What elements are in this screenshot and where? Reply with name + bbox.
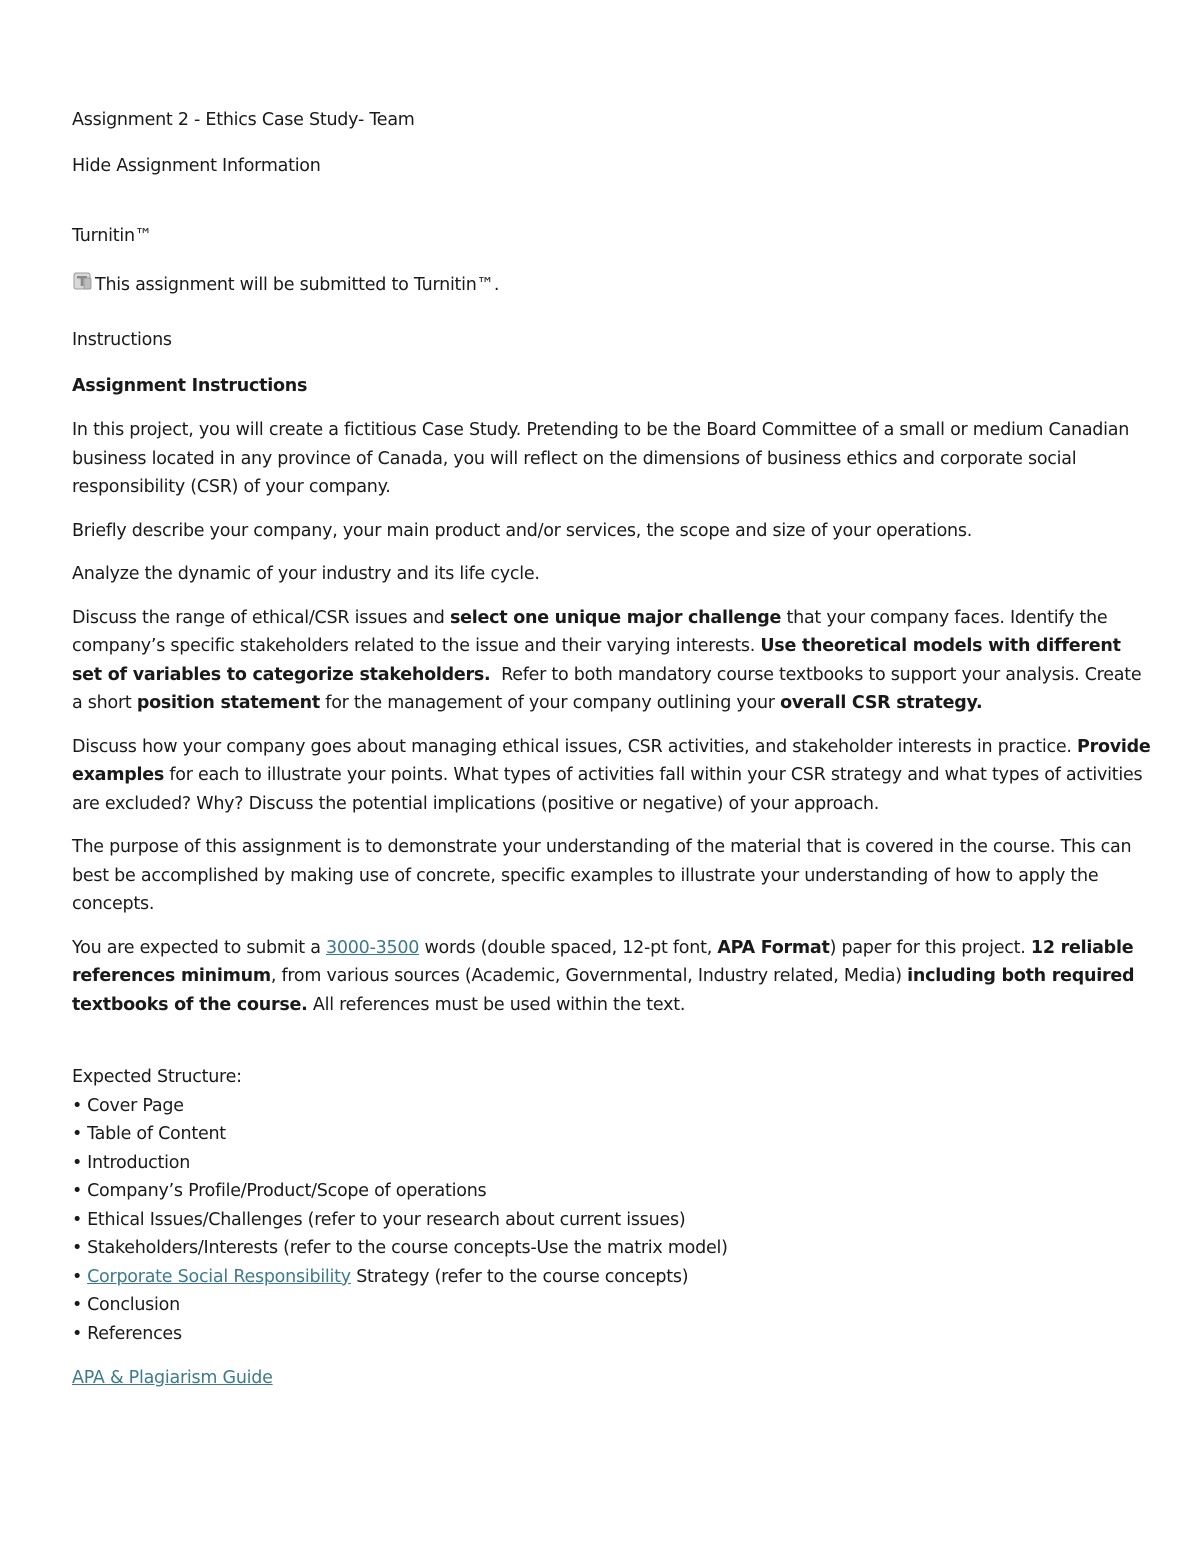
instructions-heading: Instructions — [72, 330, 172, 350]
list-item — [72, 1092, 1152, 1121]
turnitin-notice-text: This assignment will be submitted to Turnitin™. — [95, 274, 500, 295]
list-item-label: Cover Page — [87, 1095, 184, 1116]
list-item-label: Introduction — [87, 1152, 191, 1173]
list-item — [72, 1177, 1152, 1206]
apa-plagiarism-guide-link[interactable]: APA & Plagiarism Guide — [72, 1368, 273, 1388]
instructions-paragraph-1: In this project, you will create a fictitious Case Study. Pretending to be the Board Committee of a small or medium Canadian business located in any province of Canada, you will reflect on the dimensions of business ethics and corporate social responsibility (CSR) of your company. — [72, 420, 1130, 497]
bullet-icon: • — [72, 1124, 83, 1144]
p4-text-2: that your company faces. Identify the company’s specific stakeholders related to the issue and their varying interests. — [72, 607, 1108, 656]
p4-bold-4: overall CSR strategy. — [780, 693, 983, 713]
bullet-icon: • — [72, 1095, 83, 1116]
list-item — [72, 1149, 1152, 1178]
list-item — [72, 1120, 1152, 1149]
p4-bold-1: select one unique major challenge — [449, 607, 782, 628]
bullet-icon: • — [72, 1152, 83, 1173]
bullet-icon: • — [72, 1181, 83, 1201]
turnitin-heading: Turnitin™ — [72, 226, 153, 246]
list-item-label: Strategy (refer to the course concepts) — [350, 1266, 689, 1287]
p4-bold-2: Use theoretical models with different set of variables to categorize stakeholders. — [72, 636, 1121, 685]
p7-text-2: words (double spaced, 12-pt font, — [419, 937, 718, 958]
expected-structure-list — [72, 1092, 1152, 1349]
list-item-label: Conclusion — [87, 1295, 180, 1315]
bullet-icon: • — [72, 1238, 83, 1258]
assignment-title: Assignment 2 - Ethics Case Study- Team — [72, 110, 415, 130]
p4-text-3: Refer to both mandatory course textbooks to support your analysis. Create a short — [72, 664, 1147, 713]
list-item — [72, 1234, 1152, 1263]
apa-guide-paragraph — [72, 1364, 1152, 1393]
p4-text-1: Discuss the range of ethical/CSR issues and — [72, 607, 450, 628]
expected-structure-heading: Expected Structure: — [72, 1067, 242, 1087]
p5-bold-1: Provide examples — [72, 736, 1151, 785]
p5-text-2: for each to illustrate your points. What types of activities fall within your CSR strategy and what types of activities are excluded? Why? Discuss the potential implications (positive or negative) of your approach. — [72, 765, 1143, 814]
instructions-paragraph-6: The purpose of this assignment is to demonstrate your understanding of the material that is covered in the course. This can best be accomplished by making use of concrete, specific examples to illustrate your understanding of how to apply the concepts. — [72, 837, 1132, 914]
p7-text-4: , from various sources (Academic, Governmental, Industry related, Media) — [270, 966, 908, 986]
instructions-paragraph-4 — [72, 604, 1152, 718]
list-item — [72, 1206, 1152, 1235]
p5-text-1: Discuss how your company goes about managing ethical issues, CSR activities, and stakeholder interests in practice. — [72, 736, 1078, 757]
assignment-page — [72, 106, 1152, 1393]
list-item — [72, 1291, 1152, 1320]
csr-link[interactable]: Corporate Social Responsibility — [87, 1266, 351, 1287]
p7-text-1: You are expected to submit a — [72, 937, 327, 958]
list-item — [72, 1320, 1152, 1349]
list-item-label: Stakeholders/Interests (refer to the course concepts-Use the matrix model) — [87, 1238, 728, 1258]
p7-bold-2: 12 reliable references minimum — [72, 937, 1134, 986]
turnitin-notice — [72, 271, 1152, 300]
list-item-label: References — [87, 1323, 182, 1344]
instructions-paragraph-5 — [72, 733, 1152, 819]
p7-bold-3: including both required textbooks of the course. — [72, 966, 1135, 1015]
p7-bold-1: APA Format — [717, 937, 830, 958]
p7-text-3: ) paper for this project. — [829, 937, 1031, 958]
bullet-icon: • — [72, 1209, 83, 1230]
assignment-instructions-heading: Assignment Instructions — [72, 375, 308, 396]
list-item — [72, 1263, 1152, 1292]
p4-text-4: for the management of your company outlining your — [319, 693, 781, 713]
p4-bold-3: position statement — [136, 693, 320, 713]
bullet-icon: • — [72, 1266, 83, 1287]
instructions-paragraph-3: Analyze the dynamic of your industry and its life cycle. — [72, 564, 540, 584]
turnitin-icon — [72, 270, 94, 292]
bullet-icon: • — [72, 1295, 83, 1315]
instructions-paragraph-2: Briefly describe your company, your main product and/or services, the scope and size of your operations. — [72, 520, 973, 541]
hide-assignment-info[interactable]: Hide Assignment Information — [72, 155, 321, 176]
list-item-label: Ethical Issues/Challenges (refer to your research about current issues) — [87, 1209, 686, 1230]
word-count-link[interactable]: 3000-3500 — [326, 937, 420, 958]
p7-text-5: All references must be used within the text. — [307, 994, 686, 1015]
instructions-paragraph-7 — [72, 934, 1152, 1020]
bullet-icon: • — [72, 1323, 83, 1344]
list-item-label: Table of Content — [87, 1124, 226, 1144]
list-item-label: Company’s Profile/Product/Scope of operations — [87, 1181, 487, 1201]
